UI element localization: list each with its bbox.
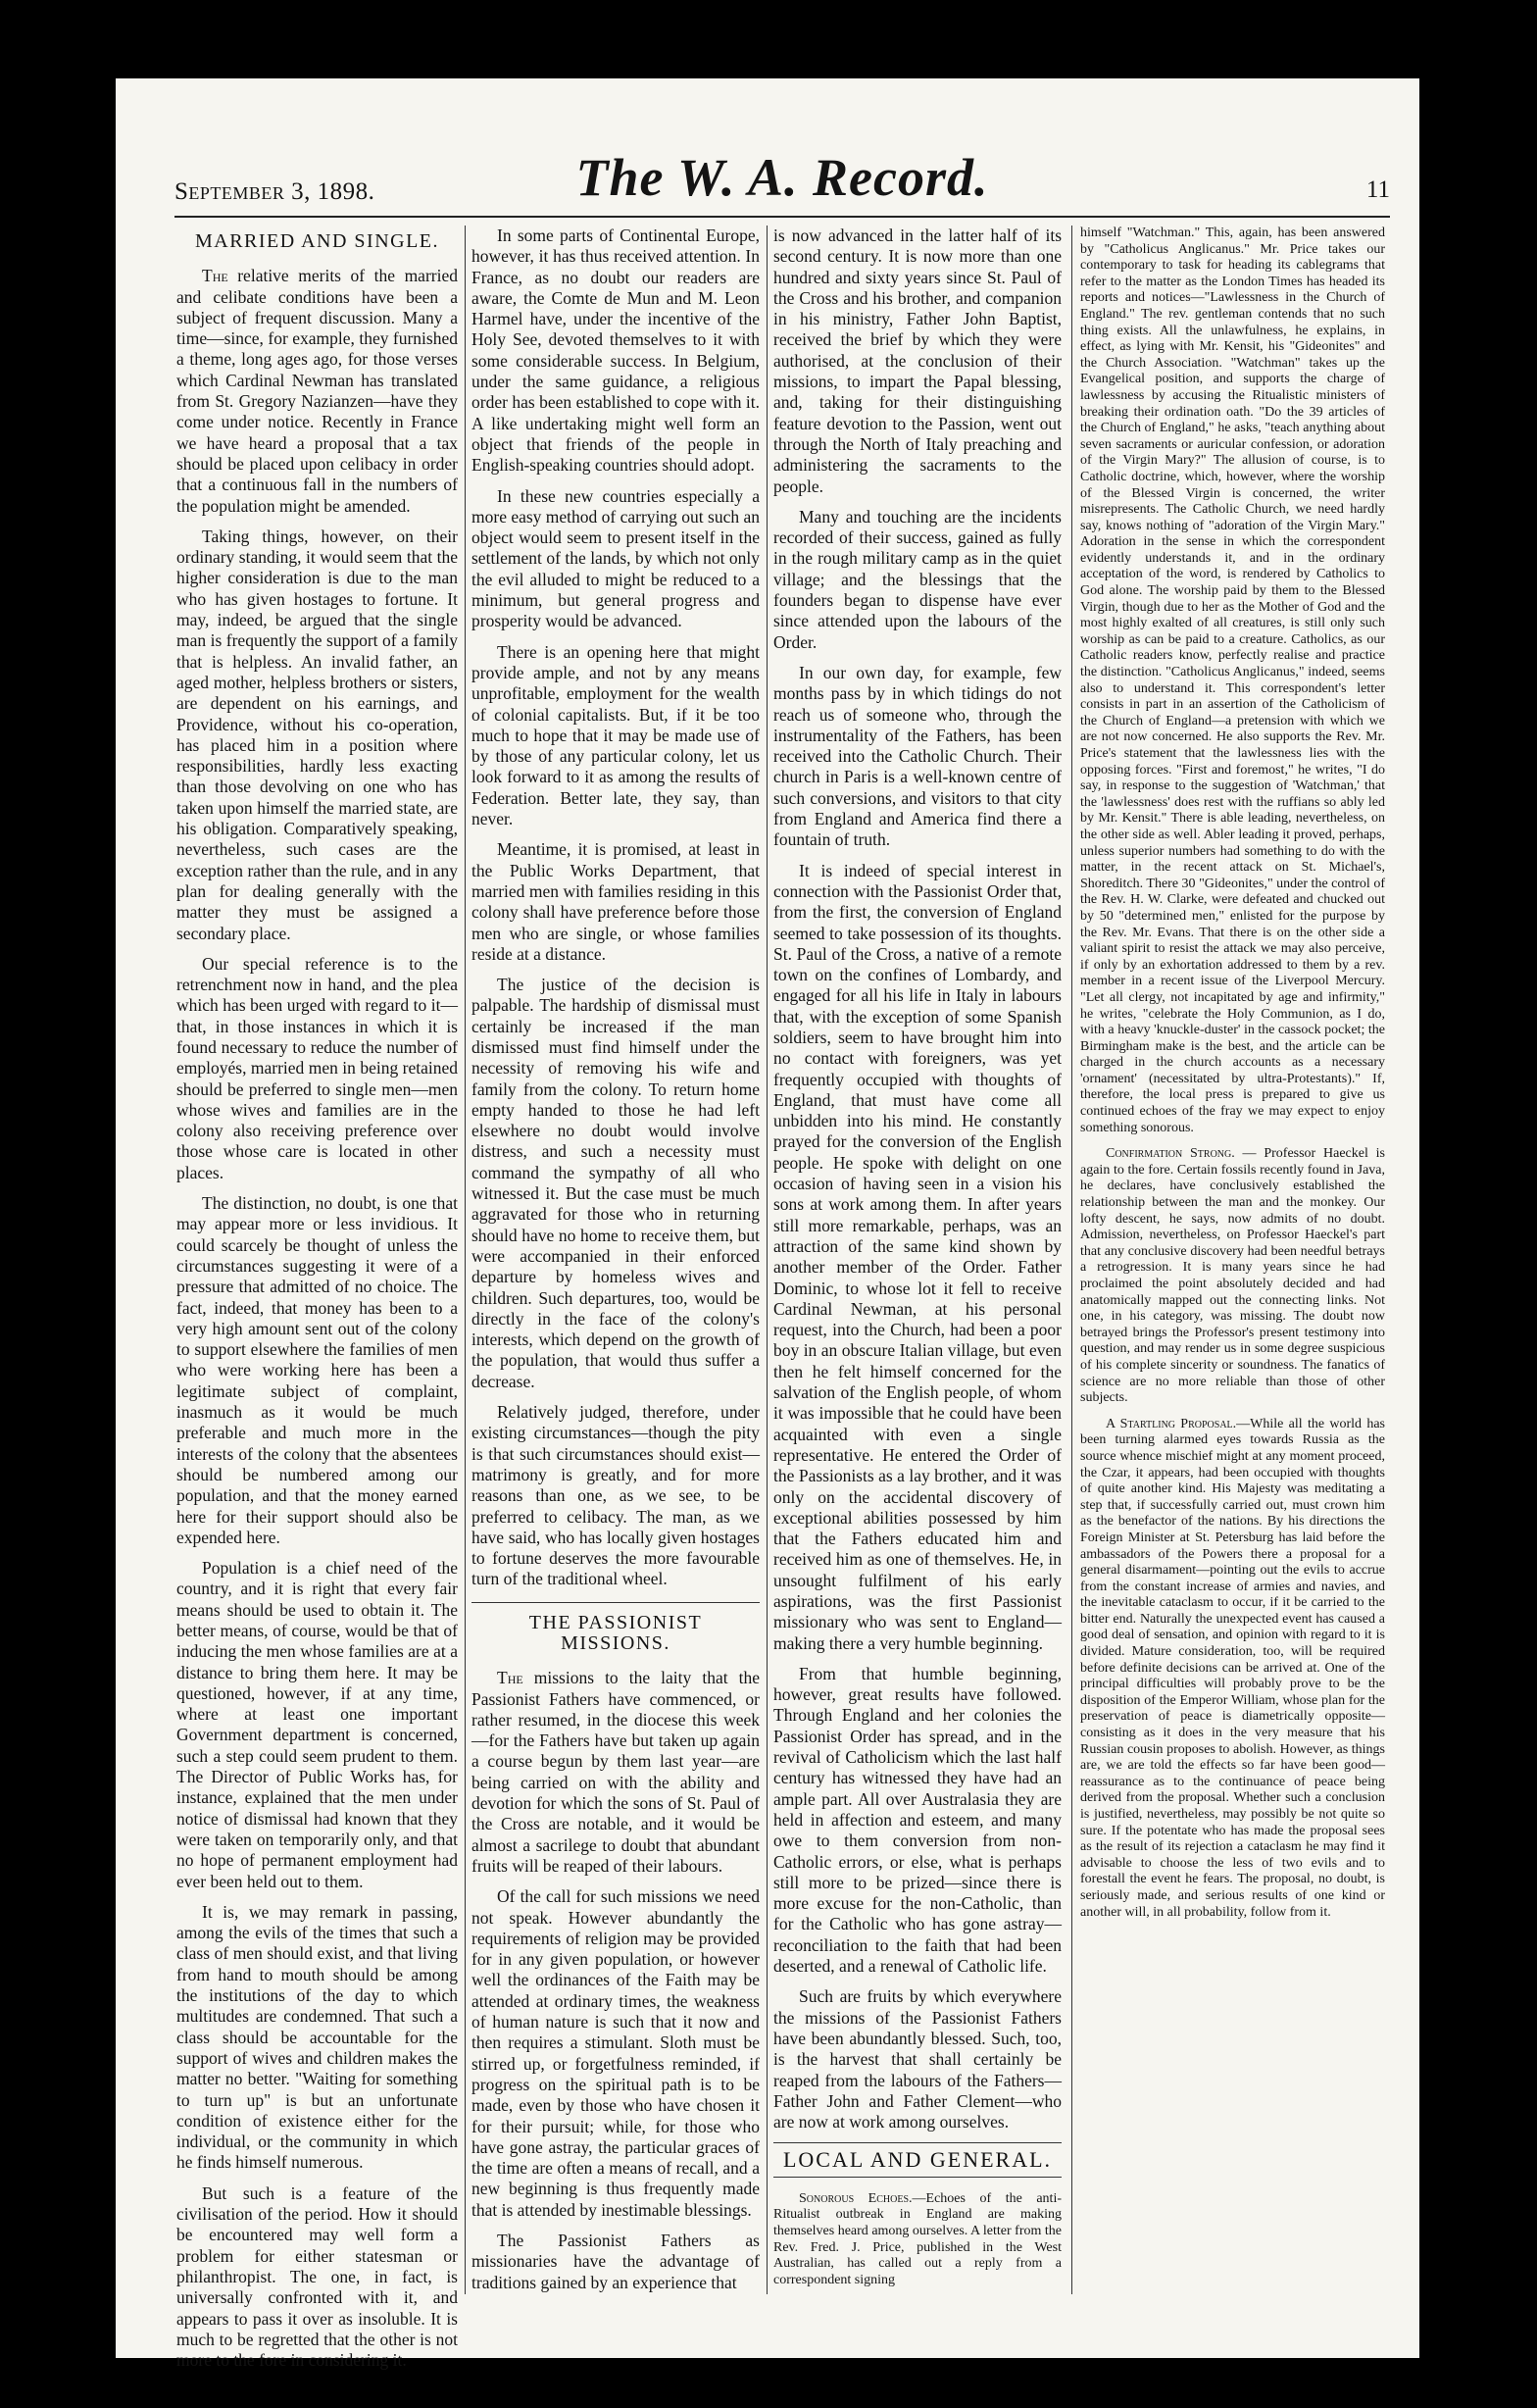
note-title: A Startling Proposal. <box>1106 1416 1237 1431</box>
article-paragraph: Many and touching are the incidents recorded of their success, gained as fully in the rough military camp as in the quiet village; and the blessings that the founders began to dispense have ever since attended upon the labours of the Order. <box>773 506 1062 652</box>
article-paragraph: Meantime, it is promised, at least in the Public Works Department, that married men with families residing in this colony shall have preference before those men who are single, or whose families reside at a distance. <box>471 839 760 964</box>
article-heading-married-and-single: MARRIED AND SINGLE. <box>194 230 440 252</box>
news-note: Confirmation Strong. — Professor Haeckel is again to the fore. Certain fossils recently found in Java, he declares, have conclusively established the relationship between the man and the monkey. Our lofty descent, he says, now admits of no doubt. Admission, nevertheless, on Professor Haeckel's part that any conclusive discovery had been needful betrays a retrogression. It is many years since he had proclaimed the point absolutely decided and had anatomically mapped out the connecting links. Not one, in his category, was missing. The doubt now betrayed brings the Professor's present testimony into question, and may render us in some degree suspicious of his complete sincerity or soundness. The fanatics of science are no more reliable than those of other subjects. <box>1080 1146 1385 1406</box>
masthead-rule <box>174 216 1390 218</box>
article-paragraph: Taking things, however, on their ordinary standing, it would seem that the higher consideration is due to the man who has given hostages to fortune. It may, indeed, be argued that the single man is frequently the support of a family that is helpless. An invalid father, an aged mother, helpless brothers or sisters, are dependent on his earnings, and Providence, without his co-operation, has placed him in a position where responsibilities, hardly less exacting than those devolving on one who has taken upon himself the married state, are his obligation. Comparatively speaking, nevertheless, such cases are the exception rather than the rule, and in any plan for dealing generally with the matter they must be assigned a secondary place. <box>176 526 458 943</box>
column-divider <box>767 226 768 2294</box>
article-paragraph: There is an opening here that might provide ample, and not by any means unprofitable, employment for the wealth of colonial capitalists. But, if it be too much to hope that it may be made use of by those of any particular colony, let us look forward to it as among the results of Federation. Better late, they say, than never. <box>471 641 760 829</box>
article-paragraph: In these new countries especially a more easy method of carrying out such an object would seem to present itself in the settlement of the lands, by which not only the evil alluded to might be reduced to a minimum, but general progress and prosperity would be advanced. <box>471 485 761 631</box>
article-paragraph: Population is a chief need of the country, and it is right that every fair means should be used to obtain it. The better means, of course, would be that of inducing the men whose families are at a distance to bring them here. It may be questioned, however, if at any time, where at least one important Government department is concerned, such a step could seem prudent to them. The Director of Public Works has, for instance, explained that the men under notice of dismissal had known that they were taken on temporarily only, and that no hope of permanent employment had ever been held out to them. <box>176 1558 458 1891</box>
article-paragraph: Relatively judged, therefore, under existing circumstances—though the pity is that such circumstances should exist—matrimony is greatly, and for more reasons than one, as we see, to be preferred to celibacy. The man, as we have said, who has locally given hostages to fortune deserves the more favourable turn of the traditional wheel. <box>471 1402 760 1589</box>
article-paragraph: The missions to the laity that the Passionist Fathers have commenced, or rather resumed, in the diocese this week—for the Fathers have but taken up again a course begun by them last year—are being carried on with the ability and devotion for which the sons of St. Paul of the Cross are notable, and it would be almost a sacrilege to doubt that abundant fruits will be reaped of their labours. <box>471 1668 761 1876</box>
column-3 <box>773 226 1062 2294</box>
section-heading-local-and-general: LOCAL AND GENERAL. <box>773 2142 1062 2177</box>
issue-date: September 3, 1898. <box>174 178 375 205</box>
article-paragraph: The Passionist Fathers as missionaries have the advantage of traditions gained by an experience that <box>471 2231 760 2292</box>
article-paragraph: Of the call for such missions we need not speak. However abundantly the requirements of religion may be provided for in any given population, or however well the ordinances of the Faith may be attended at ordinary times, the weakness of human nature is such that it now and then requires a stimulant. Sloth must be stirred up, or forgetfulness reminded, if progress on the spiritual path is to be made, even by those who have chosen it for their pursuit; while, for those who have gone astray, the particular graces of the time are often a means of recall, and a new beginning is thus frequently made that is attended by inestimable blessings. <box>471 1886 760 2220</box>
note-title: Confirmation Strong. <box>1106 1146 1235 1162</box>
article-paragraph: It is, we may remark in passing, among the evils of the times that such a class of men should exist, and that living from hand to mouth should be among the institutions of the day to which multitudes are condemned. That such a class should be accountable for the support of wives and children makes the matter no better. "Waiting for something to turn up" is but an unfortunate condition of existence either for the individual, or the community in which he finds himself numerous. <box>176 1901 458 2173</box>
news-note: A Startling Proposal.—While all the world has been turning alarmed eyes towards Russia as the source whence mischief might at any moment proceed, the Czar, it appears, had been occupied with thoughts of quite another kind. His Majesty was meditating a step that, if successfully carried out, must crown him as the benefactor of the nations. By his directions the Foreign Minister at St. Petersburg has laid before the ambassadors of the Powers there a proposal for a general disarmament—pointing out the evils to accrue from the constant increase of armies and navies, and the inevitable cataclasm to occur, if it be carried to the bitter end. Naturally the unexpected event has caused a good deal of sensation, and opinion with regard to it is divided. Mature consideration, too, will be required before definite decisions can be arrived at. One of the principal difficulties will probably prove to be the disposition of the Emperor William, whose plan for the preservation of peace is diametrically opposite—consisting as it does in the very measure that his Russian cousin proposes to abolish. However, as things are, we are told the effects so far have been good—reassurance as to the continuance of peace being derived from the proposal. Whether such a conclusion is justified, nevertheless, may possibly be not quite so sure. If the potentate who has made the proposal sees as the result of its rejection a cataclasm he may find it advisable to choose the less of two evils and to forestall the event he fears. The proposal, no doubt, is seriously made, and serious results of one kind or another will, in all probability, follow from it. <box>1080 1416 1385 1920</box>
article-paragraph: is now advanced in the latter half of its second century. It is now more than one hundred and sixty years since St. Paul of the Cross and his brother, and companion in his ministry, Father John Baptist, received the brief by which they were authorised, at the conclusion of their missions, to impart the Papal blessing, and, taking for their distinguishing feature devotion to the Passion, went out through the North of Italy preaching and administering the sacraments to the people. <box>773 226 1062 496</box>
column-divider <box>1071 226 1072 2294</box>
newspaper-title: The W. A. Record. <box>575 148 989 207</box>
article-paragraph: In some parts of Continental Europe, however, it has thus received attention. In France, as no doubt our readers are aware, the Comte de Mun and M. Leon Harmel have, under the incentive of the Holy See, devoted themselves to it with some considerable success. In Belgium, under the same guidance, a religious order has been established to cope with it. A like undertaking might well form an object that friends of the people in English-speaking countries should adopt. <box>471 226 760 476</box>
news-note: Sonorous Echoes.—Echoes of the anti-Ritualist outbreak in England are making themselves heard among ourselves. A letter from the Rev. Fred. J. Price, published in the West Australian, has called out a reply from a correspondent signing <box>773 2190 1062 2287</box>
lead-word: The <box>497 1668 523 1688</box>
article-paragraph: But such is a feature of the civilisation of the period. How it should be encountered may well form a problem for either statesman or philanthropist. The one, in fact, is universally confronted with it, and appears to pass it over as insoluble. It is much to be regretted that the other is not more to the fore in considering it. <box>176 2182 458 2371</box>
column-2 <box>471 226 760 2294</box>
article-paragraph: The distinction, no doubt, is one that may appear more or less invidious. It could scarcely be thought of unless the circumstances suggesting it were of a pressure that admitted of no choice. The fact, indeed, that money has been to a very high amount sent out of the colony to support elsewhere the families of men who were working here has been a legitimate subject of complaint, inasmuch as it would be much preferable and much more in the interests of the colony that the absentees should be numbered among our population, and that the money earned here for their support should also be expended here. <box>176 1193 458 1547</box>
news-note: himself "Watchman." This, again, has been answered by "Catholicus Anglicanus." Mr. Price takes our contemporary to task for heading its cablegrams that refer to the matter as the London Times has headed its reports and notices—"Lawlessness in the Church of England." The rev. gentleman contends that no such thing exists. All the unlawfulness, he explains, in effect, as lying with Mr. Kensit, his "Gideonites" and the Church Association. "Watchman" takes up the Evangelical position, and supports the charge of lawlessness by accusing the Ritualistic ministers of breaking their ordination oath. "Do the 39 articles of the Church of England," he asks, "teach anything about seven sacraments or auricular confession, or adoration of the Virgin Mary?" The allusion of course, is to Catholic doctrine, which, however, where the worship of the Blessed Virgin is concerned, the writer misrepresents. The Catholic Church, we need hardly say, knows nothing of "adoration of the Virgin Mary." Adoration in the sense in which the correspondent evidently understands it, and in the ordinary acceptation of the word, is rendered by Catholics to God alone. The worship paid by them to the Blessed Virgin, though due to her as the Mother of God and the most highly exalted of all creatures, is still only such worship as can be paid to a creature. Catholics, as our Catholic readers know, perfectly realise and practice the distinction. "Catholicus Anglicanus," indeed, seems also to understand it. This correspondent's letter consists in part in an assertion of the Catholicism of the Church of England—a pretension with which we are not now concerned. He also supports the Rev. Mr. Price's statement that the lawlessness lies with the opposing forces. "First and foremost," he writes, "I do say, in response to the suggestion of 'Watchman,' that the 'lawlessness' does rest with the ruffians so ably led by Mr. Kensit." There is able leading, nevertheless, on the other side as well. Abler leading it proved, perhaps, unless superior numbers had something to do with the matter, in the recent attack on St. Michael's, Shoreditch. There 30 "Gideonites," under the control of the Rev. H. W. Clarke, were defeated and chucked out by 50 "determined men," enlisted for the purpose by the Rev. Mr. Evans. That there is on the other side a valiant spirit to resist the attack we may also perceive, if only by an exhortation addressed to them by a rev. member in a recent issue of the Liverpool Mercury. "Let all clergy, not incapitated by age and infirmity," he writes, "celebrate the Holy Communion, as I do, with a heavy 'knuckle-duster' in the cassock pocket; the Birmingham make is the best, and the article can be charged in the church accounts as a necessary 'ornament' (necessitated by ultra-Protestants)." If, therefore, the local press is prepared to give us continued echoes of the fray we may expect to enjoy something sonorous. <box>1080 226 1385 1135</box>
article-paragraph: In our own day, for example, few months pass by in which tidings do not reach us of someone who, through the instrumentality of the Fathers, has been received into the Catholic Church. Their church in Paris is a well-known centre of such conversions, and visitors to that city from England and America find there a fountain of truth. <box>773 662 1062 850</box>
page-number: 11 <box>1365 176 1390 203</box>
heading-rule <box>471 1602 760 1655</box>
column-1 <box>176 226 458 2371</box>
article-paragraph: The relative merits of the married and celibate conditions have been a subject of frequent discussion. Many a time—since, for example, they furnished a theme, long ages ago, for those verses which Cardinal Newman has translated from St. Gregory Nazianzen—have they come under notice. Recently in France we have heard a proposal that a tax should be placed upon celibacy in order that a continuous fall in the numbers of the population might be amended. <box>176 266 458 516</box>
article-paragraph: Our special reference is to the retrenchment now in hand, and the plea which has been urged with regard to it—that, in those instances in which it is found necessary to reduce the number of employés, married men in being retained should be preferred to single men—men whose wives and families are in the colony also receiving preference over those whose care is located in other places. <box>176 953 458 1182</box>
article-paragraph: Such are fruits by which everywhere the missions of the Passionist Fathers have been abundantly blessed. Such, too, is the harvest that shall certainly be reaped from the labours of the Fathers—Father John and Father Clement—who are now at work among ourselves. <box>773 1986 1062 2132</box>
article-paragraph: From that humble beginning, however, great results have followed. Through England and her colonies the Passionist Order has spread, and in the revival of Catholicism which the last half century has witnessed they have had an ample part. All over Australasia they are held in affection and esteem, and many owe to them conversion from non-Catholic errors, or else, what is perhaps still more to be prized—since there is more excuse for the non-Catholic, than for the Catholic who has gone astray—reconciliation to the faith that had been deserted, and a renewal of Catholic life. <box>773 1663 1062 1977</box>
note-title: Sonorous Echoes. <box>799 2190 913 2206</box>
column-4 <box>1080 226 1385 2294</box>
lead-word: The <box>202 266 228 286</box>
article-paragraph: It is indeed of special interest in connection with the Passionist Order that, from the first, the conversion of England seemed to take possession of its thoughts. St. Paul of the Cross, a native of a remote town on the confines of Lombardy, and engaged for all his life in Italy in labours that, with the exception of some Spanish soldiers, seem to have brought him into no contact with foreigners, was yet frequently occupied with thoughts of England, that must have come all unbidden into his mind. He constantly prayed for the conversion of the English people. He spoke with delight on one occasion of having seen in a vision his sons at work among them. In after years still more remarkable, perhaps, was an attraction of the same kind shown by another member of the Order. Father Dominic, to whose lot it fell to receive Cardinal Newman, at his personal request, into the Church, had been a poor boy in an obscure Italian village, but even then he felt himself concerned for the salvation of the English people, of whom it was impossible that he could have been acquainted with even a single representative. He entered the Order of the Passionists as a lay brother, and it was only on the accidental discovery of exceptional abilities possessed by him that the Fathers educated him and received him as one of themselves. He, in unsought fulfilment of his early aspirations, was the first Passionist missionary who was sent to England—making there a very humble beginning. <box>773 860 1062 1653</box>
article-paragraph: The justice of the decision is palpable. The hardship of dismissal must certainly be increased if the man dismissed must find himself under the necessity of removing his wife and family from the colony. To return home empty handed to those he had left elsewhere no doubt would involve distress, and such a necessity must command the sympathy of all who witnessed it. But the case must be much aggravated for those who in returning should have no home to receive them, but were accompanied in their enforced departure by homeless wives and children. Such departures, too, would be directly in the face of the colony's interests, which depend on the growth of the population, that would thus suffer a decrease. <box>471 975 760 1391</box>
masthead <box>174 147 1390 214</box>
article-heading-passionist-missions: THE PASSIONIST MISSIONS. <box>528 1611 703 1654</box>
newspaper-page <box>116 78 1419 2371</box>
column-divider <box>465 226 466 2294</box>
